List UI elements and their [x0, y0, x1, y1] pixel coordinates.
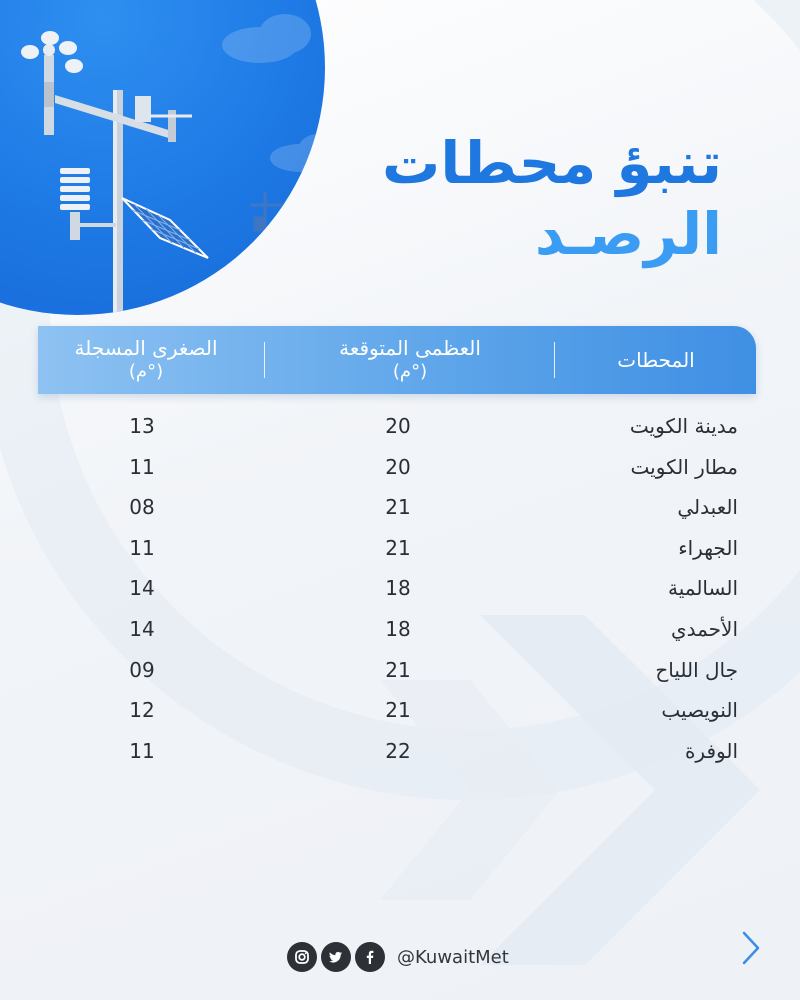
max-temp: 21	[385, 657, 411, 682]
table-row	[38, 528, 756, 569]
header-min-label: الصغرى المسجلة	[74, 336, 218, 360]
header-divider	[264, 342, 265, 378]
weather-station-icon	[0, 0, 325, 315]
chevron-right-icon[interactable]	[738, 930, 764, 966]
min-temp: 13	[129, 414, 155, 438]
table-row	[38, 650, 756, 691]
header-station-label: المحطات	[617, 348, 695, 372]
min-temp: 11	[129, 454, 155, 479]
station-name: مطار الكويت	[630, 454, 738, 479]
max-temp: 21	[385, 698, 411, 723]
max-temp: 18	[385, 576, 411, 601]
max-temp: 20	[385, 454, 411, 479]
page-title	[302, 128, 722, 270]
station-name: الوفرة	[684, 738, 738, 763]
max-temp: 21	[385, 495, 411, 520]
station-name: الأحمدي	[670, 616, 738, 641]
max-temp: 18	[385, 616, 411, 641]
header-max-temp	[290, 326, 530, 394]
hero-circle	[0, 0, 325, 315]
min-temp: 12	[129, 698, 155, 723]
header-max-label: العظمى المتوقعة	[339, 336, 481, 360]
table-row	[38, 487, 756, 528]
station-name: السالمية	[668, 576, 738, 601]
header-divider	[554, 342, 555, 378]
max-temp: 20	[385, 414, 411, 438]
table-body	[38, 406, 756, 771]
title-line-1: تنبؤ محطات	[382, 129, 722, 197]
table-row	[38, 731, 756, 772]
station-name: النويصيب	[661, 698, 738, 723]
table-row	[38, 690, 756, 731]
table-header	[38, 326, 756, 394]
station-name: مدينة الكويت	[629, 414, 738, 438]
header-max-unit: (°م)	[392, 361, 428, 382]
min-temp: 11	[129, 738, 155, 763]
footer	[287, 940, 509, 974]
station-name: الجهراء	[678, 535, 738, 560]
header-station	[576, 326, 736, 394]
min-temp: 08	[129, 495, 155, 520]
header-min-unit: (°م)	[128, 361, 164, 382]
min-temp: 09	[129, 657, 155, 682]
table-row	[38, 406, 756, 447]
min-temp: 14	[129, 576, 155, 601]
min-temp: 11	[129, 535, 155, 560]
table-row	[38, 447, 756, 488]
table-row	[38, 568, 756, 609]
facebook-icon[interactable]	[355, 942, 385, 972]
max-temp: 21	[385, 535, 411, 560]
twitter-icon[interactable]	[321, 942, 351, 972]
social-handle[interactable]: @KuwaitMet	[397, 946, 509, 968]
header-min-temp	[38, 326, 254, 394]
station-name: جال اللياح	[655, 657, 738, 682]
max-temp: 22	[385, 738, 411, 763]
table-row	[38, 609, 756, 650]
title-line-2: الرصـد	[534, 200, 722, 268]
station-name: العبدلي	[677, 495, 738, 520]
instagram-icon[interactable]	[287, 942, 317, 972]
min-temp: 14	[129, 616, 155, 641]
